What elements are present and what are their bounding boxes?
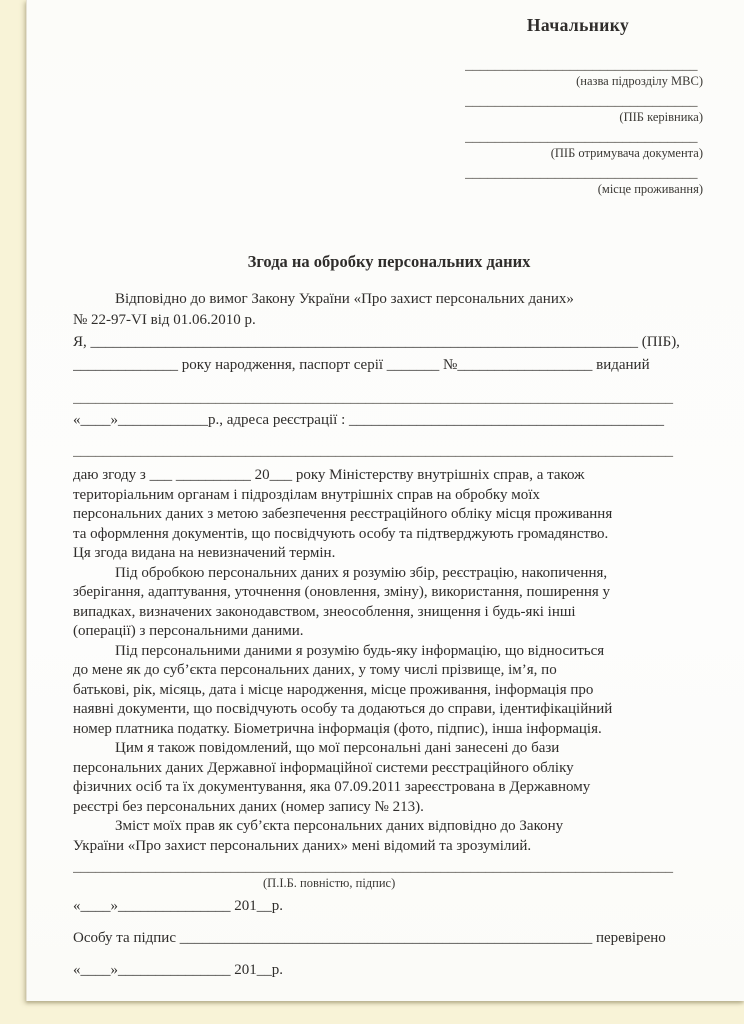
address-row: «____»____________р., адреса реєстрації : __________________________________________: [73, 412, 664, 428]
informed-paragraph: Цим я також повідомлений, що мої персональні дані занесені до бази персональних даних Державної інформаційної системи реєстраційного обліку фізичних осіб та їх документування, яка 07.09.2011 зареєстрована в Державному реєстрі без персональних даних (номер запису № 213).: [73, 740, 591, 815]
processing-definition-paragraph: Під обробкою персональних даних я розумію збір, реєстрацію, накопичення, зберігання, адаптування, уточнення (оновлення, зміну), використання, поширення у випадках, визначених законодавством, знеособлення, знищення і будь-які інші (операції) з персональними даними.: [73, 564, 611, 639]
blank-row: ________________________________________________________________________________: [73, 443, 673, 459]
document-page: [26, 0, 744, 1001]
intro-paragraph: Відповідно до вимог Закону України «Про захист персональних даних» № 22-97-VI від 01.06.2010 р.: [73, 291, 574, 328]
blank-line: _______________________________: [465, 57, 698, 73]
header-field-chief-name: [465, 92, 705, 125]
date-row-1: «____»_______________ 201__р.: [73, 898, 283, 914]
blank-line: _______________________________: [465, 165, 698, 181]
consent-paragraph: даю згоду з ___ __________ 20___ року Міністерству внутрішніх справ, а також територіальним органам і підрозділам внутрішніх справ на обробку моїх персональних даних з метою забезпечення реєстраційного обліку місця проживання та оформлення документів, що посвідчують особу та підтверджують громадянство. Ця згода видана на невизначений термін.: [73, 467, 613, 561]
document-body: [73, 466, 705, 856]
document-title: Згода на обробку персональних даних: [247, 252, 531, 271]
passport-row: ______________ року народження, паспорт серії _______ №__________________ виданий: [73, 357, 650, 373]
signature-caption: (П.І.Б. повністю, підпис): [263, 876, 396, 890]
field-label-residence: (місце проживання): [597, 182, 703, 196]
addressee: Начальнику: [526, 15, 630, 35]
field-label-unit: (назва підрозділу МВС): [576, 74, 703, 88]
header-field-recipient-name: [465, 128, 705, 161]
field-label-recipient-name: (ПІБ отримувача документа): [550, 146, 703, 160]
name-row: Я, _________________________________________________________________________ (ПІБ),: [73, 334, 680, 350]
personal-data-definition-paragraph: Під персональними даними я розумію будь-яку інформацію, що відноситься до мене як до суб’єкта персональних даних, у тому числі прізвище, ім’я, по батькові, рік, місяць, дата і місце народження, місце проживання, інформація про наявні документи, що посвідчують особу та додаються до справи, ідентифікаційний номер платника податку. Біометрична інформація (фото, підпис), інша інформація.: [73, 642, 613, 737]
blank-line: _______________________________: [465, 93, 698, 109]
identity-verified-row: Особу та підпис _______________________________________________________ перевірено: [73, 930, 666, 946]
date-row-2: «____»_______________ 201__р.: [73, 962, 283, 978]
blank-line: _______________________________: [465, 129, 698, 145]
header-field-residence: [465, 164, 705, 197]
field-label-chief-name: (ПІБ керівника): [619, 110, 703, 124]
rights-paragraph: Зміст моїх прав як суб’єкта персональних даних відповідно до Закону України «Про захист персональних даних» мені відомий та зрозумілий.: [73, 818, 564, 854]
signature-line-row: ________________________________________________________________________________: [73, 859, 673, 875]
header-field-unit: [465, 56, 705, 89]
blank-row: ________________________________________________________________________________: [73, 390, 673, 406]
